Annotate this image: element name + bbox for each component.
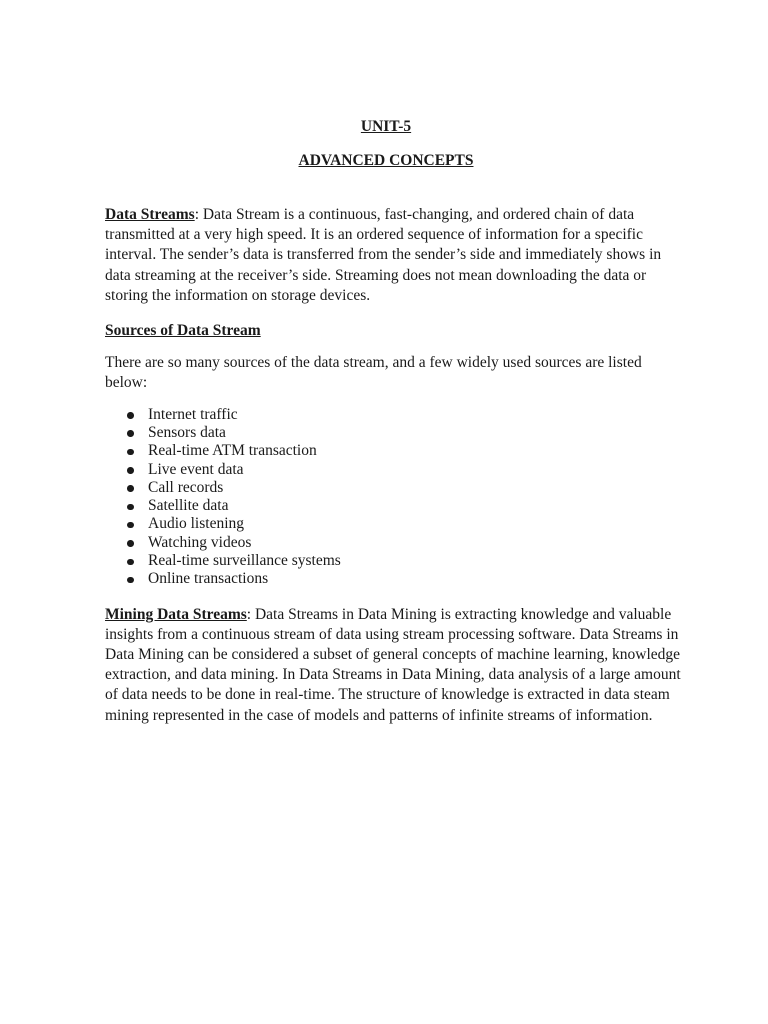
bullet-icon (127, 485, 134, 492)
list-item-label: Audio listening (148, 515, 245, 533)
list-item (105, 479, 685, 497)
bullet-icon (127, 540, 134, 547)
list-item (105, 442, 685, 460)
data-streams-term: Data Streams (105, 206, 195, 223)
list-item-label: Live event data (148, 460, 244, 478)
unit-heading: UNIT-5 (360, 118, 412, 135)
list-item-label: Call records (148, 478, 224, 496)
list-item (105, 570, 685, 588)
list-item-label: Online transactions (148, 570, 269, 588)
data-streams-paragraph (105, 205, 685, 306)
mining-definition: : Data Streams in Data Mining is extracting knowledge and valuable insights from a continuous stream of data using stream processing software. Data Streams in Data Mining can be considered a subset of general concepts of machine learning, knowledge extraction, and data mining. In Data Streams in Data Mining, data analysis of a large amount of data needs to be done in real-time. The structure of knowledge is extracted in data steam mining represented in the case of models and patterns of infinite streams of information. (105, 605, 681, 724)
list-item (105, 461, 685, 479)
page-title: ADVANCED CONCEPTS (298, 152, 474, 169)
bullet-icon (127, 504, 134, 511)
bullet-icon (127, 467, 134, 474)
bullet-icon (127, 430, 134, 437)
bullet-icon (127, 577, 134, 584)
document-body (105, 205, 685, 726)
sources-heading: Sources of Data Stream (105, 322, 261, 340)
list-item (105, 497, 685, 515)
bullet-icon (127, 522, 134, 529)
list-item (105, 534, 685, 552)
list-item-label: Sensors data (148, 423, 226, 441)
mining-term: Mining Data Streams (105, 605, 247, 623)
sources-list (105, 406, 685, 589)
list-item (105, 552, 685, 570)
list-item (105, 515, 685, 533)
list-item-label: Real-time surveillance systems (148, 552, 341, 569)
bullet-icon (127, 559, 134, 566)
bullet-icon (127, 412, 134, 419)
title-block (0, 117, 768, 170)
mining-paragraph (105, 605, 685, 726)
list-item-label: Satellite data (148, 497, 229, 515)
list-item-label: Internet traffic (148, 405, 238, 423)
bullet-icon (127, 449, 134, 456)
list-item-label: Real-time ATM transaction (148, 442, 317, 460)
data-streams-definition: : Data Stream is a continuous, fast-changing, and ordered chain of data transmitted at a very high speed. It is an ordered sequence of information for a specific interval. The sender’s data is transferred from the sender’s side and immediately shows in data streaming at the receiver’s side. Streaming does not mean downloading the data or storing the information on storage devices. (105, 206, 662, 304)
list-item (105, 424, 685, 442)
sources-intro: There are so many sources of the data stream, and a few widely used sources are listed below: (105, 354, 642, 392)
list-item (105, 406, 685, 424)
list-item-label: Watching videos (148, 533, 252, 551)
